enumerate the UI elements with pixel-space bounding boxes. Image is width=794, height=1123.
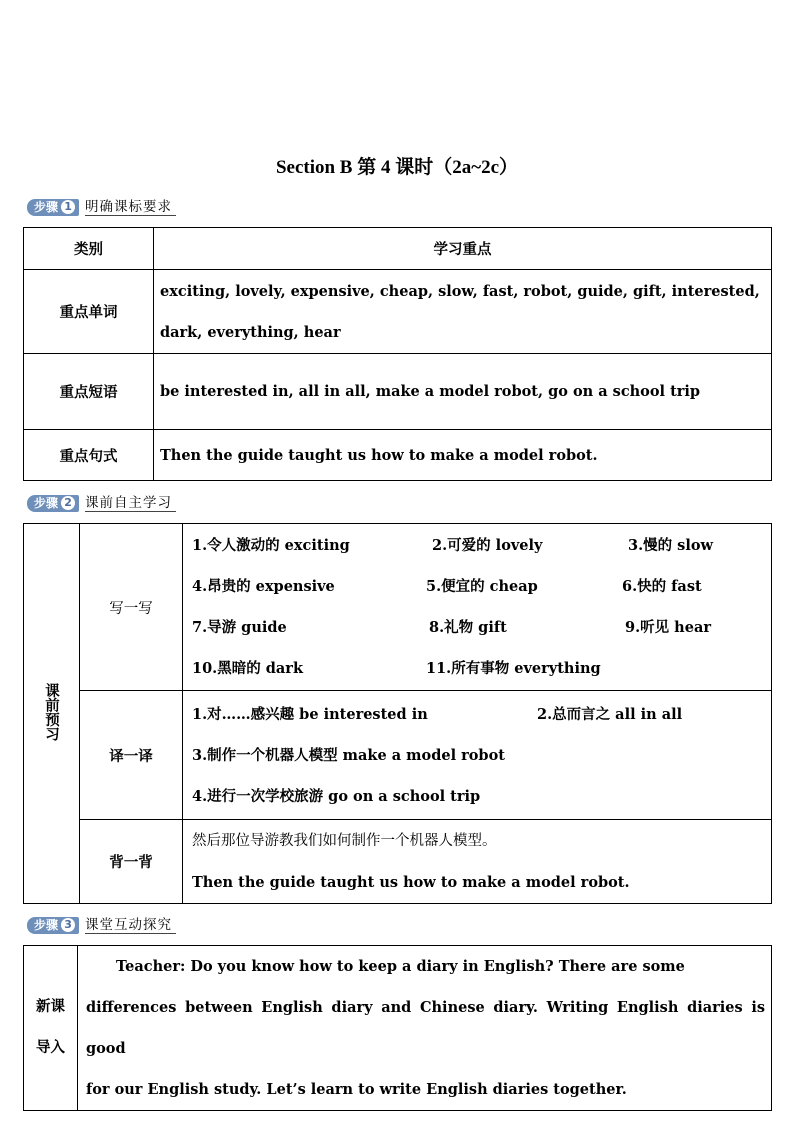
table-row bbox=[24, 820, 772, 904]
section-content-recite bbox=[183, 820, 772, 904]
paragraph-line: Teacher: Do you know how to keep a diary in English? There are some bbox=[116, 958, 685, 975]
step-badge-text: 步骤 bbox=[34, 495, 59, 510]
list-item bbox=[192, 694, 771, 735]
intro-label-text: 新课导入 bbox=[36, 999, 65, 1056]
section-content-write bbox=[183, 524, 772, 691]
vocab-item: 4.昂贵的 expensive bbox=[192, 578, 335, 595]
vocab-item: 6.快的 fast bbox=[622, 578, 702, 595]
step-badge-text: 步骤 bbox=[34, 917, 59, 932]
step-label: 课前自主学习 bbox=[85, 495, 176, 512]
step-3-heading bbox=[27, 916, 176, 934]
list-item bbox=[192, 607, 771, 648]
table-row bbox=[24, 270, 772, 354]
paragraph-line: differences between English diary and Chinese diary. Writing English diaries is good bbox=[86, 999, 765, 1057]
row-content-sentences: Then the guide taught us how to make a model robot. bbox=[154, 430, 772, 481]
section-label-write: 写一写 bbox=[80, 524, 183, 691]
intro-table bbox=[23, 945, 772, 1111]
table-row bbox=[24, 691, 772, 820]
table-row bbox=[24, 354, 772, 430]
intro-label bbox=[24, 946, 78, 1111]
list-item bbox=[192, 566, 771, 607]
section-content-translate bbox=[183, 691, 772, 820]
row-label-sentences: 重点句式 bbox=[24, 430, 154, 481]
phrase-item: 2.总而言之 all in all bbox=[537, 705, 683, 723]
content-line: dark, everything, hear bbox=[160, 323, 341, 341]
vocab-item: 3.慢的 slow bbox=[628, 537, 714, 554]
step-number: 1 bbox=[61, 200, 75, 214]
list-item: Then the guide taught us how to make a model robot. bbox=[192, 873, 630, 891]
row-content-words bbox=[154, 270, 772, 354]
vocab-item: 5.便宜的 cheap bbox=[426, 578, 538, 595]
step-badge bbox=[27, 199, 79, 216]
step-number: 3 bbox=[61, 918, 75, 932]
step-badge bbox=[27, 917, 79, 934]
list-item bbox=[192, 525, 771, 566]
vocab-item: 10.黑暗的 dark bbox=[192, 660, 303, 677]
table-header-row bbox=[24, 228, 772, 270]
phrase-item: 1.对……感兴趣 be interested in bbox=[192, 705, 428, 723]
table-row bbox=[24, 946, 772, 1111]
vocab-item: 8.礼物 gift bbox=[429, 619, 507, 636]
header-key-points: 学习重点 bbox=[154, 228, 772, 270]
table-row bbox=[24, 524, 772, 691]
row-content-phrases: be interested in, all in all, make a model robot, go on a school trip bbox=[154, 354, 772, 430]
step-number: 2 bbox=[61, 496, 75, 510]
vocab-item: 1.令人激动的 exciting bbox=[192, 537, 350, 554]
vocab-item: 7.导游 guide bbox=[192, 619, 287, 636]
list-item: 3.制作一个机器人模型 make a model robot bbox=[192, 746, 505, 764]
step-1-heading bbox=[27, 198, 176, 216]
table-row bbox=[24, 430, 772, 481]
step-badge-text: 步骤 bbox=[34, 199, 59, 214]
step-label: 明确课标要求 bbox=[85, 199, 176, 216]
vocab-item: 11.所有事物 everything bbox=[426, 660, 601, 677]
list-item: 4.进行一次学校旅游 go on a school trip bbox=[192, 787, 481, 805]
step-badge bbox=[27, 495, 79, 512]
section-label-translate: 译一译 bbox=[80, 691, 183, 820]
list-item bbox=[192, 648, 771, 689]
page-title: Section B 第 4 课时（2a~2c） bbox=[275, 157, 519, 178]
preview-table bbox=[23, 523, 772, 904]
step-label: 课堂互动探究 bbox=[85, 917, 176, 934]
intro-content bbox=[78, 946, 772, 1111]
list-item: 然后那位导游教我们如何制作一个机器人模型。 bbox=[192, 832, 497, 849]
key-points-table bbox=[23, 227, 772, 481]
section-label-recite: 背一背 bbox=[80, 820, 183, 904]
header-category: 类别 bbox=[24, 228, 154, 270]
vocab-item: 9.听见 hear bbox=[625, 619, 711, 636]
step-2-heading bbox=[27, 494, 176, 512]
row-label-words: 重点单词 bbox=[24, 270, 154, 354]
vocab-item: 2.可爱的 lovely bbox=[432, 537, 543, 554]
side-label bbox=[24, 524, 80, 904]
row-label-phrases: 重点短语 bbox=[24, 354, 154, 430]
paragraph-line: for our English study. Let’s learn to write English diaries together. bbox=[86, 1081, 627, 1098]
side-label-text: 课前预习 bbox=[43, 682, 59, 741]
content-line: exciting, lovely, expensive, cheap, slow, fast, robot, guide, gift, interested, bbox=[160, 282, 760, 300]
